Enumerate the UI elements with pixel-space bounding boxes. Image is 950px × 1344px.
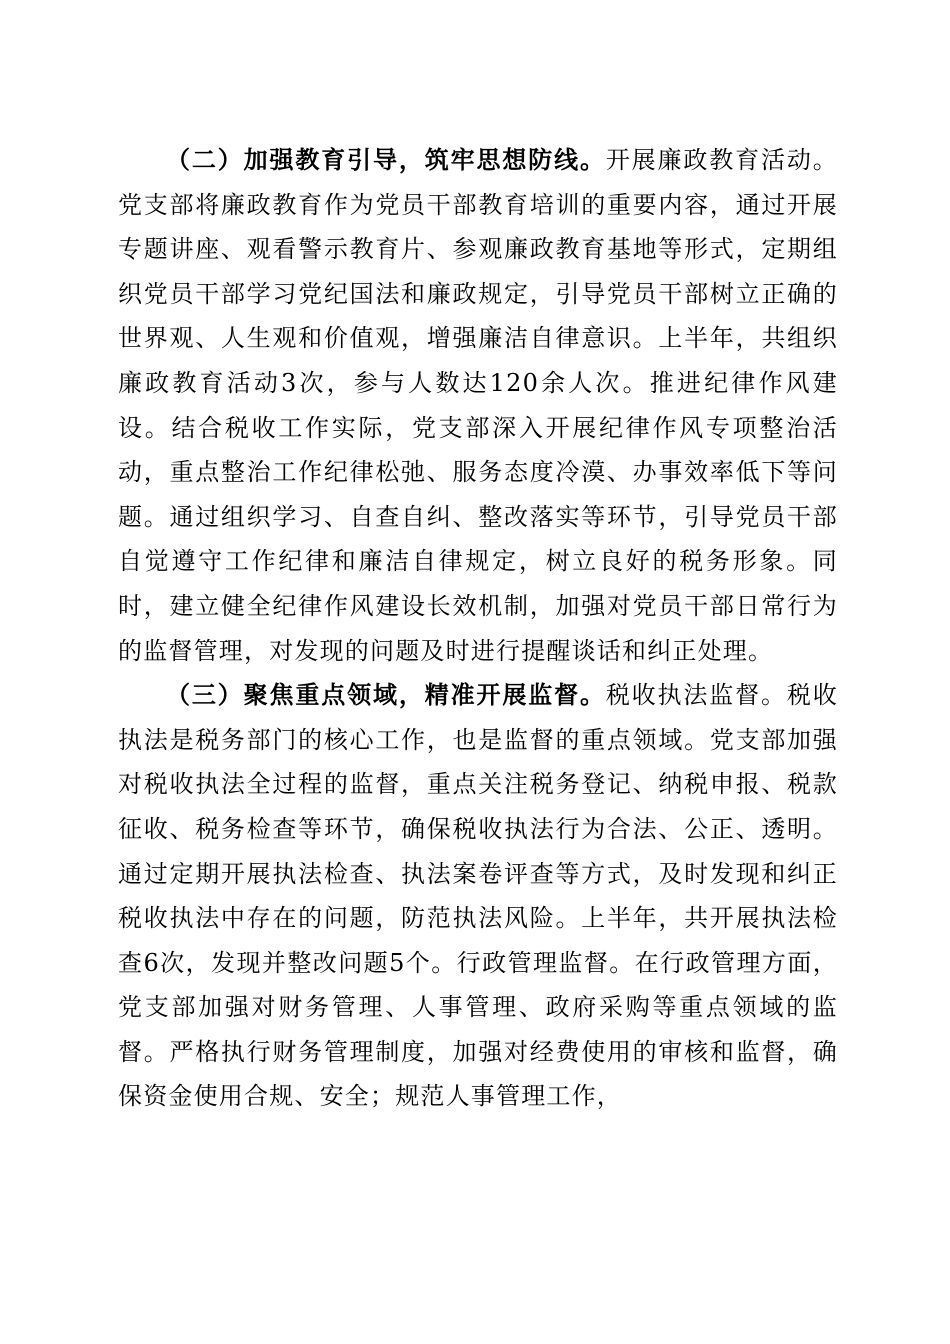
paragraph-heading: （二）加强教育引导，筑牢思想防线。 <box>166 145 606 174</box>
paragraph-heading: （三）聚焦重点领域，精准开展监督。 <box>166 680 606 710</box>
paragraph-text: 税收执法监督。税收执法是税务部门的核心工作，也是监督的重点领域。党支部加强对税收执法全过程的监督，重点关注税务登记、纳税申报、税款征收、税务检查等环节，确保税收执法行为合法、公正、透明。通过定期开展执法检查、执法案卷评查等方式，及时发现和纠正税收执法中存在的问题，防范执法风险。上半年，共开展执法检查6次，发现并整改问题5个。行政管理监督。在行政管理方面，党支部加强对财务管理、人事管理、政府采购等重点领域的监督。严格执行财务管理制度，加强对经费使用的审核和监督，确保资金使用合规、安全；规范人事管理工作， <box>118 681 838 1111</box>
paragraph-education <box>118 138 838 673</box>
paragraph-supervision <box>118 673 838 1119</box>
document-body <box>118 138 838 1119</box>
paragraph-text: 开展廉政教育活动。党支部将廉政教育作为党员干部教育培训的重要内容，通过开展专题讲座、观看警示教育片、参观廉政教育基地等形式，定期组织党员干部学习党纪国法和廉政规定，引导党员干部树立正确的世界观、人生观和价值观，增强廉洁自律意识。上半年，共组织廉政教育活动3次，参与人数达120余人次。推进纪律作风建设。结合税收工作实际，党支部深入开展纪律作风专项整治活动，重点整治工作纪律松弛、服务态度冷漠、办事效率低下等问题。通过组织学习、自查自纠、整改落实等环节，引导党员干部自觉遵守工作纪律和廉洁自律规定，树立良好的税务形象。同时，建立健全纪律作风建设长效机制，加强对党员干部日常行为的监督管理，对发现的问题及时进行提醒谈话和纠正处理。 <box>118 146 838 665</box>
